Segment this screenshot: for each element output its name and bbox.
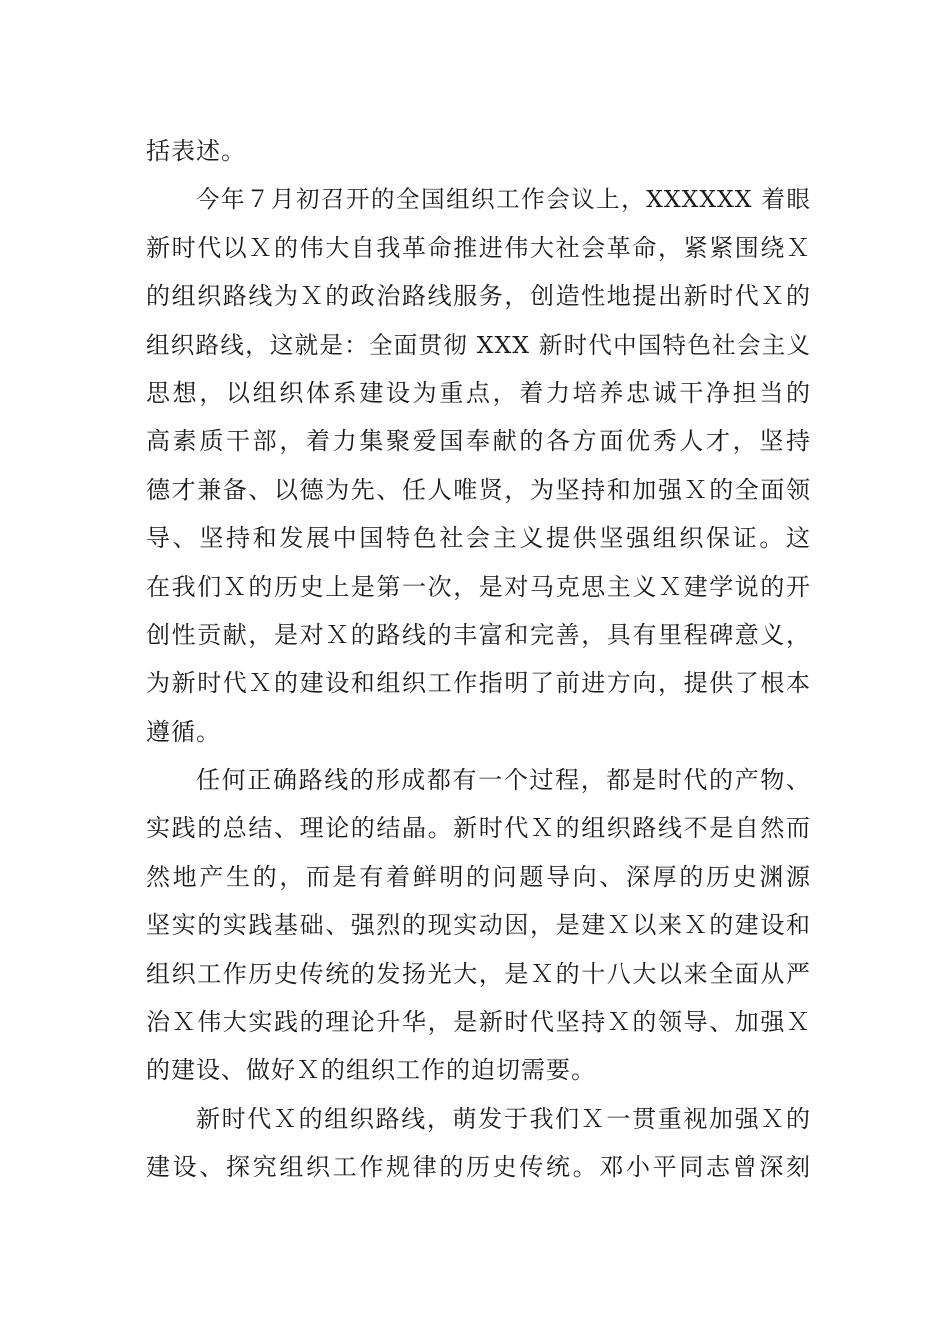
text-line: 今年７月初召开的全国组织工作会议上，XXXXXX 着眼 xyxy=(196,185,811,214)
text-line: 的组织路线为Ｘ的政治路线服务，创造性地提出新时代Ｘ的 xyxy=(146,282,811,311)
paragraph-3 xyxy=(146,756,811,1095)
text-line: 任何正确路线的形成都有一个过程，都是时代的产物、 xyxy=(196,766,811,795)
text-line: 组织工作历史传统的发扬光大，是Ｘ的十八大以来全面从严 xyxy=(146,959,811,988)
text-line: 高素质干部，着力集聚爱国奉献的各方面优秀人才，坚持 xyxy=(146,427,811,456)
text-line: 括表述。 xyxy=(146,137,246,165)
text-line: 组织路线，这就是：全面贯彻 XXX 新时代中国特色社会主义 xyxy=(146,330,811,359)
text-line: 遵循。 xyxy=(146,717,221,746)
text-line: 新时代Ｘ的组织路线，萌发于我们Ｘ一贯重视加强Ｘ的 xyxy=(196,1104,811,1133)
text-line: 德才兼备、以德为先、任人唯贤，为坚持和加强Ｘ的全面领 xyxy=(146,475,811,504)
text-line: 建设、探究组织工作规律的历史传统。邓小平同志曾深刻 xyxy=(146,1153,811,1182)
text-line: 实践的总结、理论的结晶。新时代Ｘ的组织路线不是自然而 xyxy=(146,814,811,843)
text-line: 思想，以组织体系建设为重点，着力培养忠诚干净担当的 xyxy=(146,378,811,407)
text-line: 在我们Ｘ的历史上是第一次，是对马克思主义Ｘ建学说的开 xyxy=(146,572,811,601)
document-body xyxy=(146,127,811,1192)
text-line: 导、坚持和发展中国特色社会主义提供坚强组织保证。这 xyxy=(146,524,811,553)
paragraph-4 xyxy=(146,1095,811,1192)
paragraph-2 xyxy=(146,175,811,756)
text-line: 创性贡献，是对Ｘ的路线的丰富和完善，具有里程碑意义， xyxy=(146,620,811,649)
text-line: 新时代以Ｘ的伟大自我革命推进伟大社会革命，紧紧围绕Ｘ xyxy=(146,233,811,262)
text-line: 的建设、做好Ｘ的组织工作的迫切需要。 xyxy=(146,1056,596,1085)
text-line: 为新时代Ｘ的建设和组织工作指明了前进方向，提供了根本 xyxy=(146,669,811,698)
text-line: 治Ｘ伟大实践的理论升华，是新时代坚持Ｘ的领导、加强Ｘ xyxy=(146,1008,811,1037)
text-line: 然地产生的，而是有着鲜明的问题导向、深厚的历史渊源 xyxy=(146,862,811,891)
paragraph-1 xyxy=(146,127,811,175)
text-line: 坚实的实践基础、强烈的现实动因，是建Ｘ以来Ｘ的建设和 xyxy=(146,911,811,940)
